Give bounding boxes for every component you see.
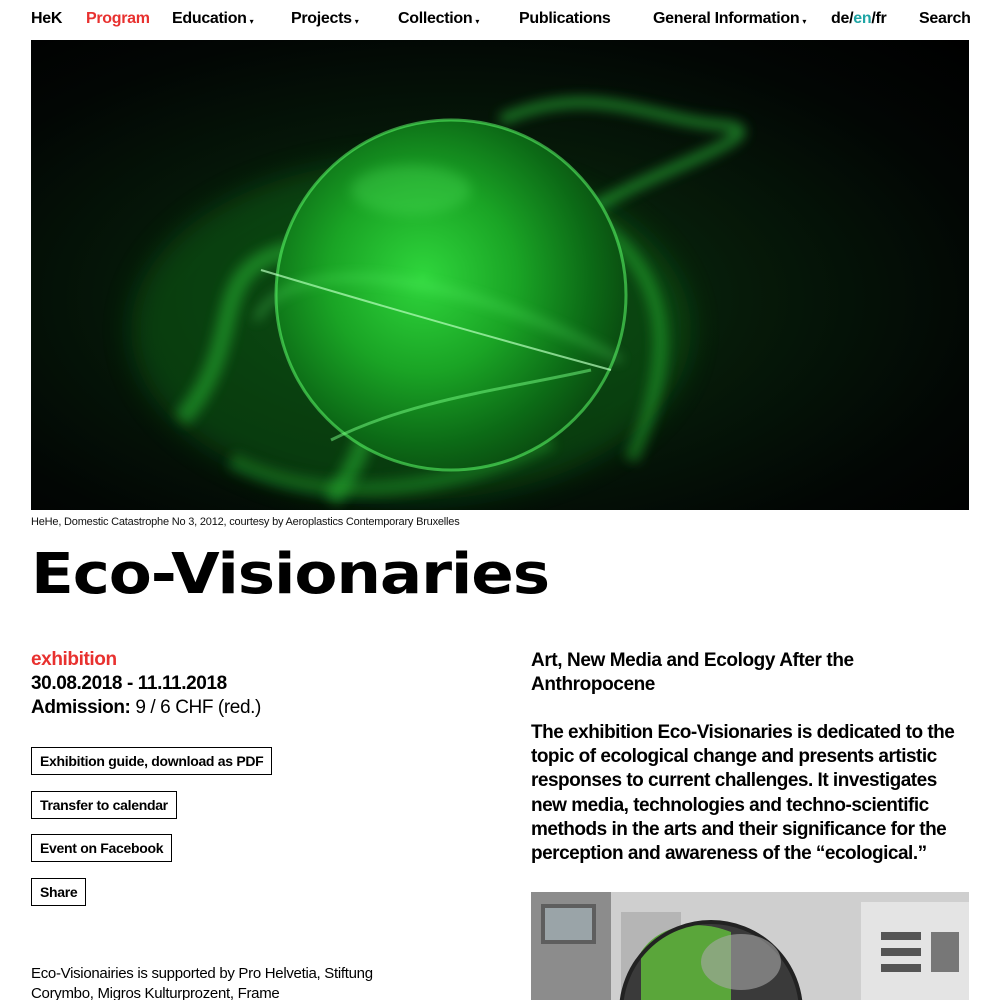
exhibition-photo-art bbox=[531, 892, 969, 1000]
page-title: Eco-Visionaries bbox=[31, 542, 549, 607]
nav-search[interactable]: Search bbox=[919, 10, 971, 27]
lang-fr[interactable]: fr bbox=[875, 10, 887, 27]
nav-education-label: Education bbox=[172, 10, 247, 27]
nav-general-information-label: General Information bbox=[653, 10, 800, 27]
nav-projects[interactable] bbox=[291, 10, 358, 28]
event-dates: 30.08.2018 - 11.11.2018 bbox=[31, 673, 227, 694]
admission-label: Admission: bbox=[31, 697, 131, 718]
lang-de[interactable]: de bbox=[831, 10, 850, 27]
nav-collection-label: Collection bbox=[398, 10, 473, 27]
chevron-down-icon: ▾ bbox=[249, 17, 254, 26]
lang-en[interactable]: en bbox=[853, 10, 872, 27]
event-admission bbox=[31, 697, 261, 719]
nav-collection[interactable] bbox=[398, 10, 479, 28]
main-navigation bbox=[0, 0, 1000, 40]
nav-projects-label: Projects bbox=[291, 10, 352, 27]
event-on-facebook-button[interactable]: Event on Facebook bbox=[31, 834, 172, 862]
transfer-to-calendar-button[interactable]: Transfer to calendar bbox=[31, 791, 177, 819]
chevron-down-icon: ▾ bbox=[475, 17, 480, 26]
nav-education[interactable] bbox=[172, 10, 253, 28]
hero-image bbox=[31, 40, 969, 510]
event-type: exhibition bbox=[31, 649, 117, 670]
lang-separator: / bbox=[871, 10, 876, 27]
intro-text: The exhibition Eco-Visionaries is dedicated to the topic of ecological change and presents artistic responses to current challenges. It investigates new media, technologies and techno-scientific methods in the arts and their significance for the perception and awareness of the “ecological.” bbox=[531, 722, 955, 865]
nav-general-information[interactable] bbox=[653, 10, 806, 28]
language-switcher bbox=[831, 10, 886, 28]
exhibition-guide-button[interactable]: Exhibition guide, download as PDF bbox=[31, 747, 272, 775]
lang-separator: / bbox=[849, 10, 854, 27]
exhibition-photo bbox=[531, 892, 969, 1000]
hero-caption: HeHe, Domestic Catastrophe No 3, 2012, courtesy by Aeroplastics Contemporary Bruxelles bbox=[31, 516, 460, 528]
share-button[interactable]: Share bbox=[31, 878, 86, 906]
chevron-down-icon: ▾ bbox=[354, 17, 359, 26]
nav-publications[interactable]: Publications bbox=[519, 10, 611, 27]
page-subtitle: Art, New Media and Ecology After the Anthropocene bbox=[531, 650, 854, 695]
support-text: Eco-Visionairies is supported by Pro Helvetia, Stiftung Corymbo, Migros Kulturprozent, Frame bbox=[31, 965, 373, 1000]
nav-program[interactable]: Program bbox=[86, 10, 150, 27]
admission-value: 9 / 6 CHF (red.) bbox=[135, 697, 261, 718]
nav-logo[interactable]: HeK bbox=[31, 10, 63, 27]
hero-artwork bbox=[31, 40, 969, 510]
chevron-down-icon: ▾ bbox=[802, 17, 807, 26]
